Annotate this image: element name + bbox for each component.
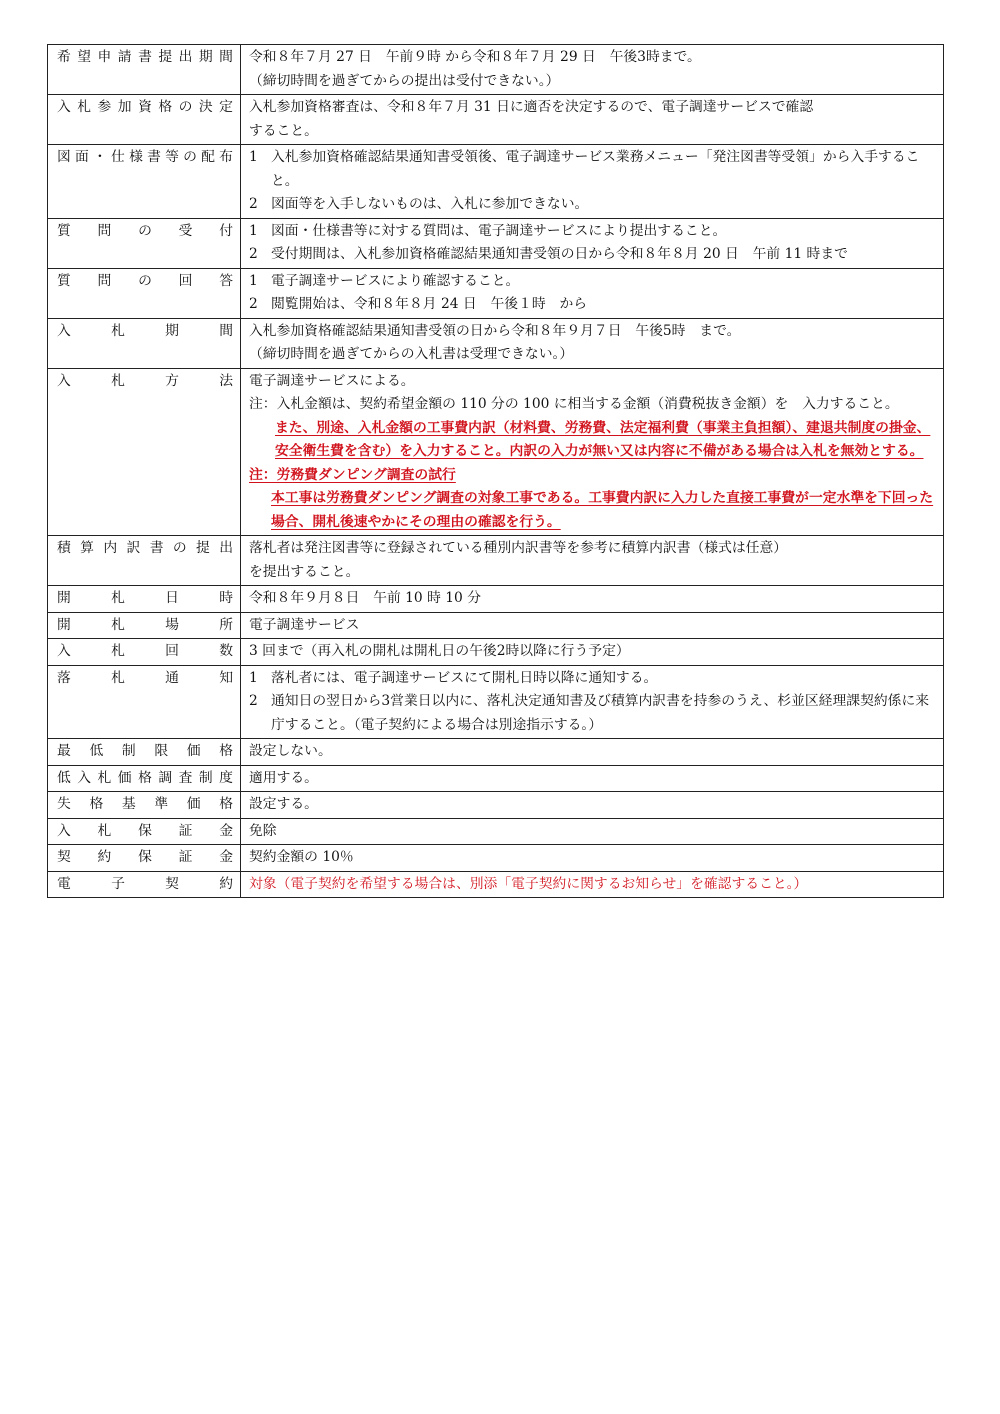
- value-line: 令和８年７月 27 日 午前９時 から令和８年７月 29 日 午後3時まで。: [249, 49, 701, 65]
- value-line: （締切時間を過ぎてからの入札書は受理できない。）: [249, 346, 574, 362]
- row-value-cell: [241, 739, 944, 766]
- item-text: 入札参加資格確認結果通知書受領後、電子調達サービス業務メニュー「発注図書等受領」から入手すること。: [271, 149, 920, 189]
- row-value-cell: [241, 536, 944, 586]
- numbered-item: [249, 243, 935, 267]
- row-label: 開 札 日 時: [57, 590, 233, 606]
- row-label: 入 札 回 数: [57, 643, 233, 659]
- row-value-cell: [241, 639, 944, 666]
- row-label: 入 札 参 加 資 格 の 決 定: [57, 99, 233, 115]
- row-label-cell: [48, 871, 241, 898]
- labor-dumping-title: 注：労務費ダンピング調査の試行: [249, 466, 456, 483]
- table-body: [48, 45, 944, 898]
- table-row: [48, 765, 944, 792]
- item-text: 閲覧開始は、令和８年８月 24 日 午後１時 から: [271, 296, 588, 312]
- row-value-cell: [241, 145, 944, 219]
- value-line: 3 回まで（再入札の開札は開札日の午後2時以降に行う予定）: [249, 643, 630, 659]
- item-number: 1: [249, 669, 258, 686]
- numbered-item: [249, 146, 935, 193]
- value-line: 令和８年９月８日 午前 10 時 10 分: [249, 590, 482, 606]
- item-number: 2: [249, 246, 258, 262]
- row-label: 入 札 保 証 金: [57, 822, 233, 839]
- row-label: 契 約 保 証 金: [57, 849, 233, 865]
- row-value-cell: [241, 368, 944, 536]
- cost-breakdown-notice: また、別途、入札金額の工事費内訳（材料費、労務費、法定福利費（事業主負担額）、建退共制度の掛金、安全衛生費を含む）を入力すること。内訳の入力が無い又は内容に不備がある場合は入札を無効とする。: [275, 419, 931, 459]
- item-text: 電子調達サービスにより確認すること。: [271, 272, 520, 289]
- row-value-cell: [241, 665, 944, 739]
- item-number: 2: [249, 196, 258, 212]
- row-label: 開 札 場 所: [57, 616, 233, 633]
- row-label-cell: [48, 765, 241, 792]
- row-value-cell: [241, 792, 944, 819]
- table-row: [48, 268, 944, 318]
- table-row: [48, 792, 944, 819]
- item-number: 1: [249, 272, 258, 289]
- table-row: [48, 871, 944, 898]
- row-label: 最 低 制 限 価 格: [57, 743, 233, 759]
- row-value-cell: [241, 586, 944, 613]
- row-label-cell: [48, 45, 241, 95]
- row-label-cell: [48, 268, 241, 318]
- table-row: [48, 818, 944, 845]
- row-label-cell: [48, 218, 241, 268]
- bid-info-table: [47, 44, 944, 898]
- item-number: 1: [249, 222, 258, 239]
- row-label-cell: [48, 586, 241, 613]
- row-label: 低 入 札 価 格 調 査 制 度: [57, 769, 233, 786]
- row-label: 落 札 通 知: [57, 669, 233, 686]
- value-line: 電子調達サービスによる。: [249, 372, 415, 389]
- row-value-cell: [241, 218, 944, 268]
- table-row: [48, 639, 944, 666]
- value-line: 落札者は発注図書等に登録されている種別内訳書等を参考に積算内訳書（様式は任意）: [249, 540, 788, 556]
- value-line: 対象（電子契約を希望する場合は、別添「電子契約に関するお知らせ」を確認すること。）: [249, 875, 808, 892]
- numbered-item: [249, 667, 935, 691]
- row-label: 積 算 内 訳 書 の 提 出: [57, 540, 233, 556]
- item-number: 2: [249, 296, 258, 312]
- row-value-cell: [241, 871, 944, 898]
- row-label-cell: [48, 536, 241, 586]
- row-label: 図 面 ・ 仕 様 書 等 の 配 布: [57, 149, 233, 165]
- row-value-cell: [241, 612, 944, 639]
- table-row: [48, 218, 944, 268]
- item-text: 受付期間は、入札参加資格確認結果通知書受領の日から令和８年８月 20 日 午前 11 時まで: [271, 246, 848, 262]
- row-label: 希 望 申 請 書 提 出 期 間: [57, 49, 233, 65]
- item-number: 1: [249, 149, 258, 165]
- item-text: 落札者には、電子調達サービスにて開札日時以降に通知する。: [271, 669, 658, 686]
- value-line: 入札参加資格確認結果通知書受領の日から令和８年９月７日 午後5時 まで。: [249, 322, 741, 339]
- table-row: [48, 45, 944, 95]
- row-value-cell: [241, 818, 944, 845]
- row-value-cell: [241, 318, 944, 368]
- table-row: [48, 586, 944, 613]
- value-line: （締切時間を過ぎてからの提出は受付できない。）: [249, 72, 560, 89]
- numbered-item: [249, 293, 935, 317]
- row-label: 電 子 契 約: [57, 875, 233, 892]
- row-value-cell: [241, 268, 944, 318]
- row-value-cell: [241, 765, 944, 792]
- row-value-cell: [241, 45, 944, 95]
- table-row: [48, 145, 944, 219]
- row-label-cell: [48, 368, 241, 536]
- row-label: 入 札 期 間: [57, 322, 233, 339]
- row-label: 質 問 の 受 付: [57, 222, 233, 239]
- row-label: 入 札 方 法: [57, 372, 233, 389]
- item-text: 図面・仕様書等に対する質問は、電子調達サービスにより提出すること。: [271, 222, 727, 239]
- table-row: [48, 845, 944, 872]
- numbered-item: [249, 220, 935, 244]
- numbered-item: [249, 690, 935, 737]
- row-value-cell: [241, 845, 944, 872]
- row-label-cell: [48, 739, 241, 766]
- value-line: 契約金額の 10％: [249, 849, 354, 865]
- row-label-cell: [48, 95, 241, 145]
- value-line: 電子調達サービス: [249, 616, 360, 633]
- row-label-cell: [48, 612, 241, 639]
- row-label-cell: [48, 318, 241, 368]
- item-number: 2: [249, 693, 258, 709]
- value-line: すること。: [249, 122, 318, 139]
- item-text: 通知日の翌日から3営業日以内に、落札決定通知書及び積算内訳書を持参のうえ、杉並区経理課契約係に来庁すること。（電子契約による場合は別途指示する。）: [271, 693, 930, 733]
- row-label-cell: [48, 818, 241, 845]
- row-label-cell: [48, 665, 241, 739]
- row-label: 質 問 の 回 答: [57, 272, 233, 289]
- row-label-cell: [48, 792, 241, 819]
- table-row: [48, 665, 944, 739]
- value-line: 適用する。: [249, 769, 318, 786]
- row-label-cell: [48, 145, 241, 219]
- value-line: 設定しない。: [249, 743, 332, 759]
- table-row: [48, 536, 944, 586]
- numbered-item: [249, 270, 935, 294]
- row-label-cell: [48, 845, 241, 872]
- row-label: 失 格 基 準 価 格: [57, 796, 233, 812]
- row-value-cell: [241, 95, 944, 145]
- item-text: 図面等を入手しないものは、入札に参加できない。: [271, 196, 589, 212]
- note-input-amount: 注：入札金額は、契約希望金額の 110 分の 100 に相当する金額（消費税抜き金額）を 入力すること。: [249, 396, 899, 412]
- table-row: [48, 95, 944, 145]
- labor-dumping-body: 本工事は労務費ダンピング調査の対象工事である。工事費内訳に入力した直接工事費が一定水準を下回った場合、開札後速やかにその理由の確認を行う。: [271, 490, 934, 530]
- value-line: を提出すること。: [249, 563, 360, 580]
- table-row: [48, 739, 944, 766]
- numbered-item: [249, 193, 935, 217]
- table-row: [48, 612, 944, 639]
- table-row: [48, 318, 944, 368]
- row-label-cell: [48, 639, 241, 666]
- value-line: 設定する。: [249, 796, 318, 812]
- value-line: 免除: [249, 822, 277, 839]
- table-row: [48, 368, 944, 536]
- value-line: 入札参加資格審査は、令和８年７月 31 日に適否を決定するので、電子調達サービスで確認: [249, 99, 814, 115]
